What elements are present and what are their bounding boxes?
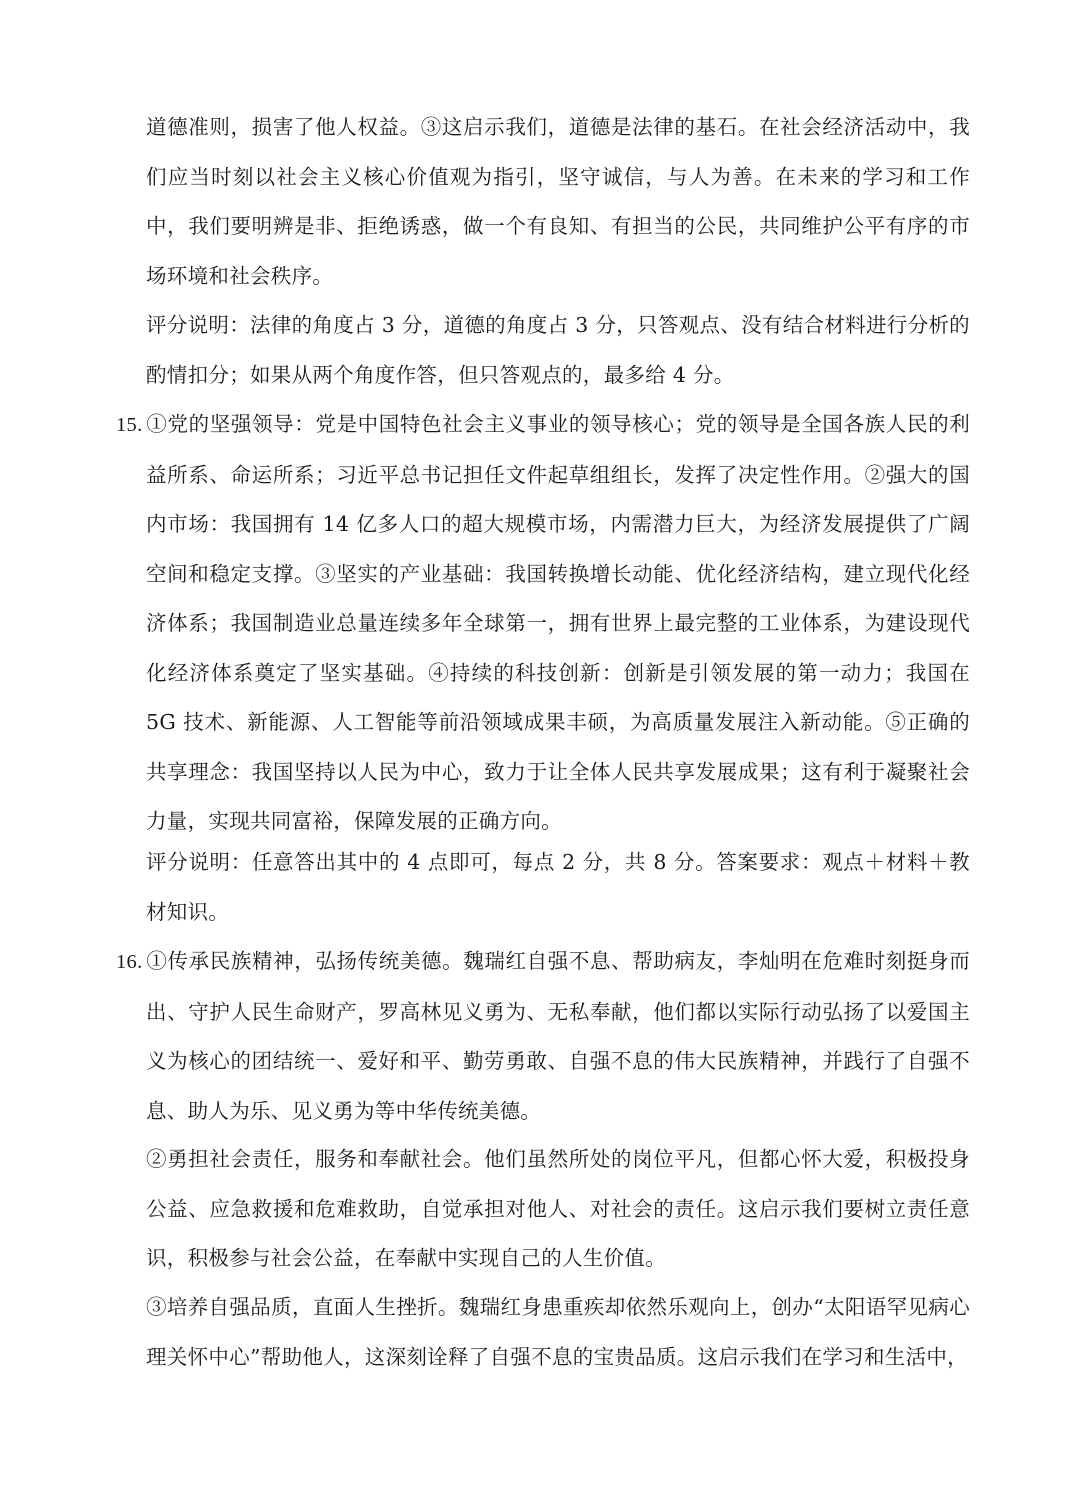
q16-point-2: ②勇担社会责任，服务和奉献社会。他们虽然所处的岗位平凡，但都心怀大爱，积极投身公益、应急救援和危难救助，自觉承担对他人、对社会的责任。这启示我们要树立责任意识，积极参与社会公益，在奉献中实现自己的人生价值。 (146, 1147, 970, 1270)
q14-continuation-paragraph: 道德准则，损害了他人权益。③这启示我们，道德是法律的基石。在社会经济活动中，我们应当时刻以社会主义核心价值观为指引，坚守诚信，与人为善。在未来的学习和工作中，我们要明辨是非、拒绝诱惑，做一个有良知、有担当的公民，共同维护公平有序的市场环境和社会秩序。 (146, 115, 970, 288)
q15-answer-text: ①党的坚强领导：党是中国特色社会主义事业的领导核心；党的领导是全国各族人民的利益所系、命运所系；习近平总书记担任文件起草组组长，发挥了决定性作用。②强大的国内市场：我国拥有 14 亿多人口的超大规模市场，内需潜力巨大，为经济发展提供了广阔空间和稳定支撑。③坚实的产业基础：我国转换增长动能、优化经济结构，建立现代化经济体系；我国制造业总量连续多年全球第一，拥有世界上最完整的工业体系，为建设现代化经济体系奠定了坚实基础。④持续的科技创新：创新是引领发展的第一动力；我国在 5G 技术、新能源、人工智能等前沿领域成果丰硕，为高质量发展注入新动能。⑤正确的共享理念：我国坚持以人民为中心，致力于让全体人民共享发展成果；这有利于凝聚社会力量，实现共同富裕，保障发展的正确方向。 (146, 412, 970, 833)
q16-point-1: ①传承民族精神，弘扬传统美德。魏瑞红自强不息、帮助病友，李灿明在危难时刻挺身而出、守护人民生命财产，罗高林见义勇为、无私奉献，他们都以实际行动弘扬了以爱国主义为核心的团结统一、爱好和平、勤劳勇敢、自强不息的伟大民族精神，并践行了自强不息、助人为乐、见义勇为等中华传统美德。 (146, 949, 970, 1123)
q14-scoring-note: 评分说明：法律的角度占 3 分，道德的角度占 3 分，只答观点、没有结合材料进行分析的酌情扣分；如果从两个角度作答，但只答观点的，最多给 4 分。 (146, 313, 970, 387)
q15-number: 15. (116, 414, 143, 436)
q15-answer (116, 400, 970, 847)
q16-point-3: ③培养自强品质，直面人生挫折。魏瑞红身患重疾却依然乐观向上，创办“太阳语罕见病心理关怀中心”帮助他人，这深刻诠释了自强不息的宝贵品质。这启示我们在学习和生活中， (146, 1295, 970, 1369)
q16-answer (116, 937, 970, 1136)
q15-scoring-note: 评分说明：任意答出其中的 4 点即可，每点 2 分，共 8 分。答案要求：观点＋材料＋教材知识。 (146, 850, 970, 924)
q16-number: 16. (116, 951, 143, 973)
